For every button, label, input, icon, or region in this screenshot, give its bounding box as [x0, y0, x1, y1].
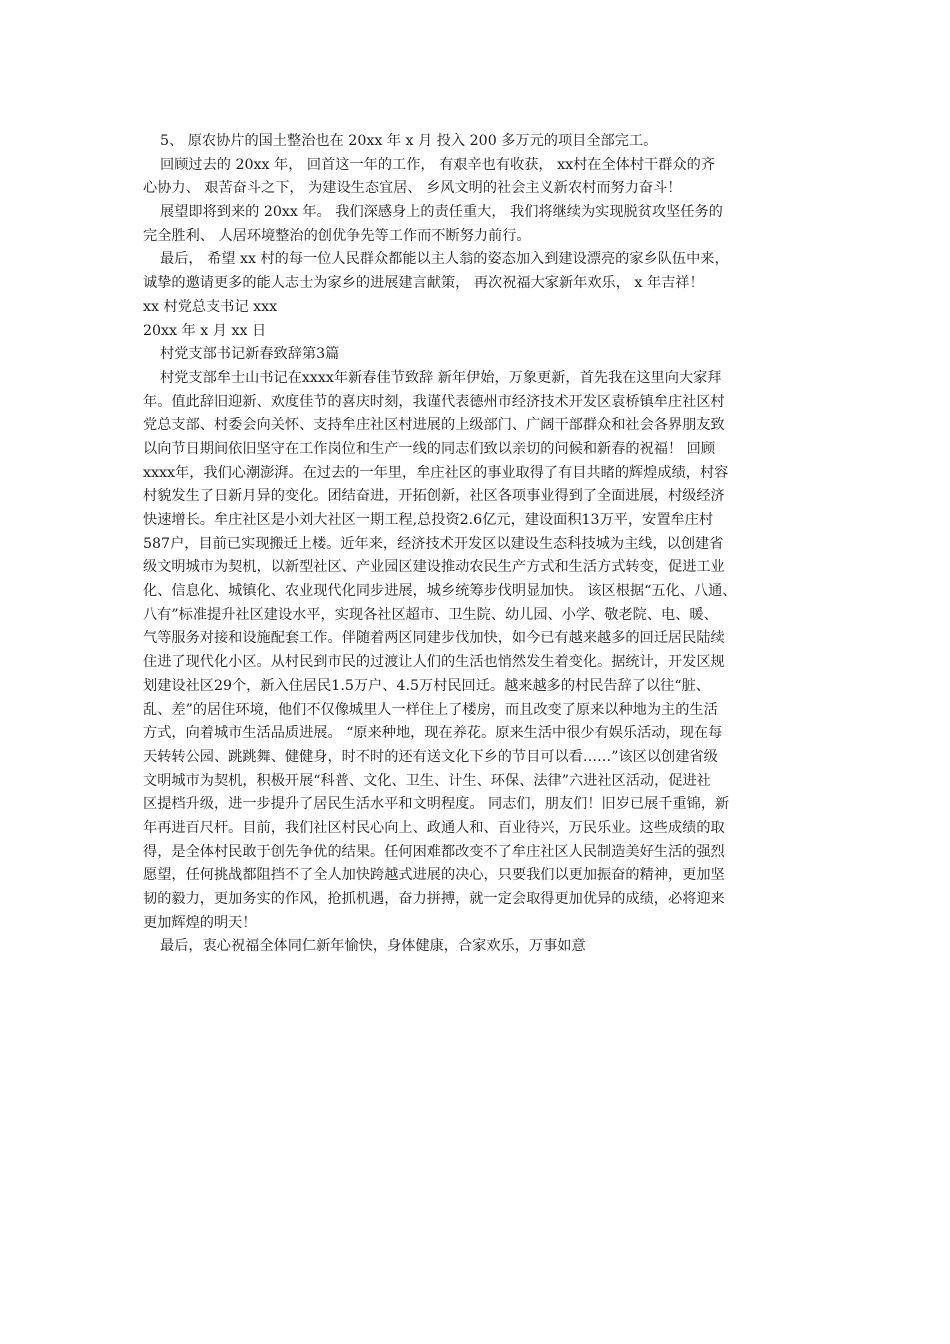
body-line: 划建设社区29个，新入住居民1.5万户、4.5万村民回迁。越来越多的村民告辞了以往“脏、: [143, 677, 710, 694]
paragraph-review-line-1: 回顾过去的 20xx 年， 回首这一年的工作， 有艰辛也有收获， xx村在全体村干群众的齐: [160, 156, 715, 173]
paragraph-closing-line-2: 诚挚的邀请更多的能人志士为家乡的进展建言献策， 再次祝福大家新年欢乐， x 年吉祥！: [143, 275, 704, 292]
paragraph-project-completion: 5、 原农协片的国土整治也在 20xx 年 x 月 投入 200 多万元的项目全部完工。: [160, 133, 658, 149]
body-line: 愿望，任何挑战都阻挡不了全人加快跨越式进展的决心，只要我们以更加振奋的精神，更加坚: [143, 867, 725, 884]
body-line: 文明城市为契机，积极开展“科普、文化、卫生、计生、环保、法律”六进社区活动，促进社: [143, 772, 711, 789]
paragraph-closing-line-1: 最后， 希望 xx 村的每一位人民群众都能以主人翁的姿态加入到建设漂亮的家乡队伍中来，: [160, 251, 729, 268]
body-line: 快速增长。牟庄社区是小刘大社区一期工程,总投资2.6亿元，建设面积13万平，安置牟庄村: [143, 512, 714, 528]
section-heading: 村党支部书记新春致辞第3篇: [160, 346, 340, 363]
signature-secretary: xx 村党总支书记 xxx: [143, 298, 278, 315]
signature-date: 20xx 年 x 月 xx 日: [143, 322, 267, 339]
body-line: 气等服务对接和设施配套工作。伴随着两区同建步伐加快，如今已有越来越多的回迁居民陆续: [143, 630, 725, 647]
paragraph-outlook-line-2: 完全胜利、 人居环境整治的创优争先等工作而不断努力前行。: [143, 227, 531, 244]
body-line: 更加辉煌的明天！: [143, 914, 257, 931]
body-line: 住进了现代化小区。从村民到市民的过渡让人们的生活也悄然发生着变化。据统计，开发区规: [143, 654, 725, 671]
body-line: xxxx年，我们心潮澎湃。在过去的一年里，牟庄社区的事业取得了有目共睹的辉煌成绩，村容: [143, 464, 729, 481]
body-line: 得，是全体村民敢于创先争优的结果。任何困难都改变不了牟庄社区人民制造美好生活的强烈: [143, 843, 725, 860]
body-line: 587户，目前已实现搬迁上楼。近年来，经济技术开发区以建设生态科技城为主线，以创建省: [143, 535, 724, 552]
body-line: 党总支部、村委会向关怀、支持牟庄社区村进展的上级部门、广阔干部群众和社会各界朋友致: [143, 417, 725, 434]
document-body: [143, 130, 815, 959]
body-line: 村党支部牟士山书记在xxxx年新春佳节致辞 新年伊始，万象更新，首先我在这里向大家拜: [160, 369, 722, 386]
body-line: 级文明城市为契机，以新型社区、产业园区建设推动农民生产方式和生活方式转变，促进工业: [143, 559, 725, 576]
body-line: 村貌发生了日新月异的变化。团结奋进，开拓创新，社区各项事业得到了全面进展，村级经济: [143, 488, 725, 505]
body-line: 年。值此辞旧迎新、欢度佳节的喜庆时刻，我谨代表德州市经济技术开发区袁桥镇牟庄社区村: [143, 393, 725, 410]
body-line: 八有”标准提升社区建设水平，实现各社区超市、卫生院、幼儿园、小学、敬老院、电、暖、: [143, 606, 718, 623]
body-line: 天转转公园、跳跳舞、健健身，时不时的还有送文化下乡的节目可以看……”该区以创建省级: [143, 748, 718, 765]
body-line: 乱、差”的居住环境，他们不仅像城里人一样住上了楼房，而且改变了原来以种地为主的生活: [143, 701, 718, 718]
body-line: 以向节日期间依旧坚守在工作岗位和生产一线的同志们致以亲切的问候和新春的祝福！ 回顾: [143, 440, 716, 457]
body-line: 韧的毅力，更加务实的作风，抢抓机遇，奋力拼搏，就一定会取得更加优异的成绩，必将迎来: [143, 891, 725, 907]
body-line: 化、信息化、城镇化、农业现代化同步进展，城乡统筹步伐明显加快。 该区根据“五化、八通、: [143, 583, 737, 600]
body-line: 方式，向着城市生活品质进展。 “原来种地，现在养花。原来生活中很少有娱乐活动，现在每: [143, 725, 723, 742]
paragraph-outlook-line-1: 展望即将到来的 20xx 年。 我们深感身上的责任重大， 我们将继续为实现脱贫攻坚任务的: [160, 204, 723, 221]
closing-wishes: 最后，衷心祝福全体同仁新年愉快，身体健康，合家欢乐，万事如意: [160, 938, 586, 955]
body-line: 区提档升级，进一步提升了居民生活水平和文明程度。 同志们，朋友们！旧岁已展千重锦，新: [143, 796, 730, 813]
paragraph-review-line-2: 心协力、 艰苦奋斗之下， 为建设生态宜居、 乡风文明的社会主义新农村而努力奋斗！: [143, 180, 682, 197]
body-line: 年再进百尺杆。目前，我们社区村民心向上、政通人和、百业待兴，万民乐业。这些成绩的取: [143, 819, 725, 836]
